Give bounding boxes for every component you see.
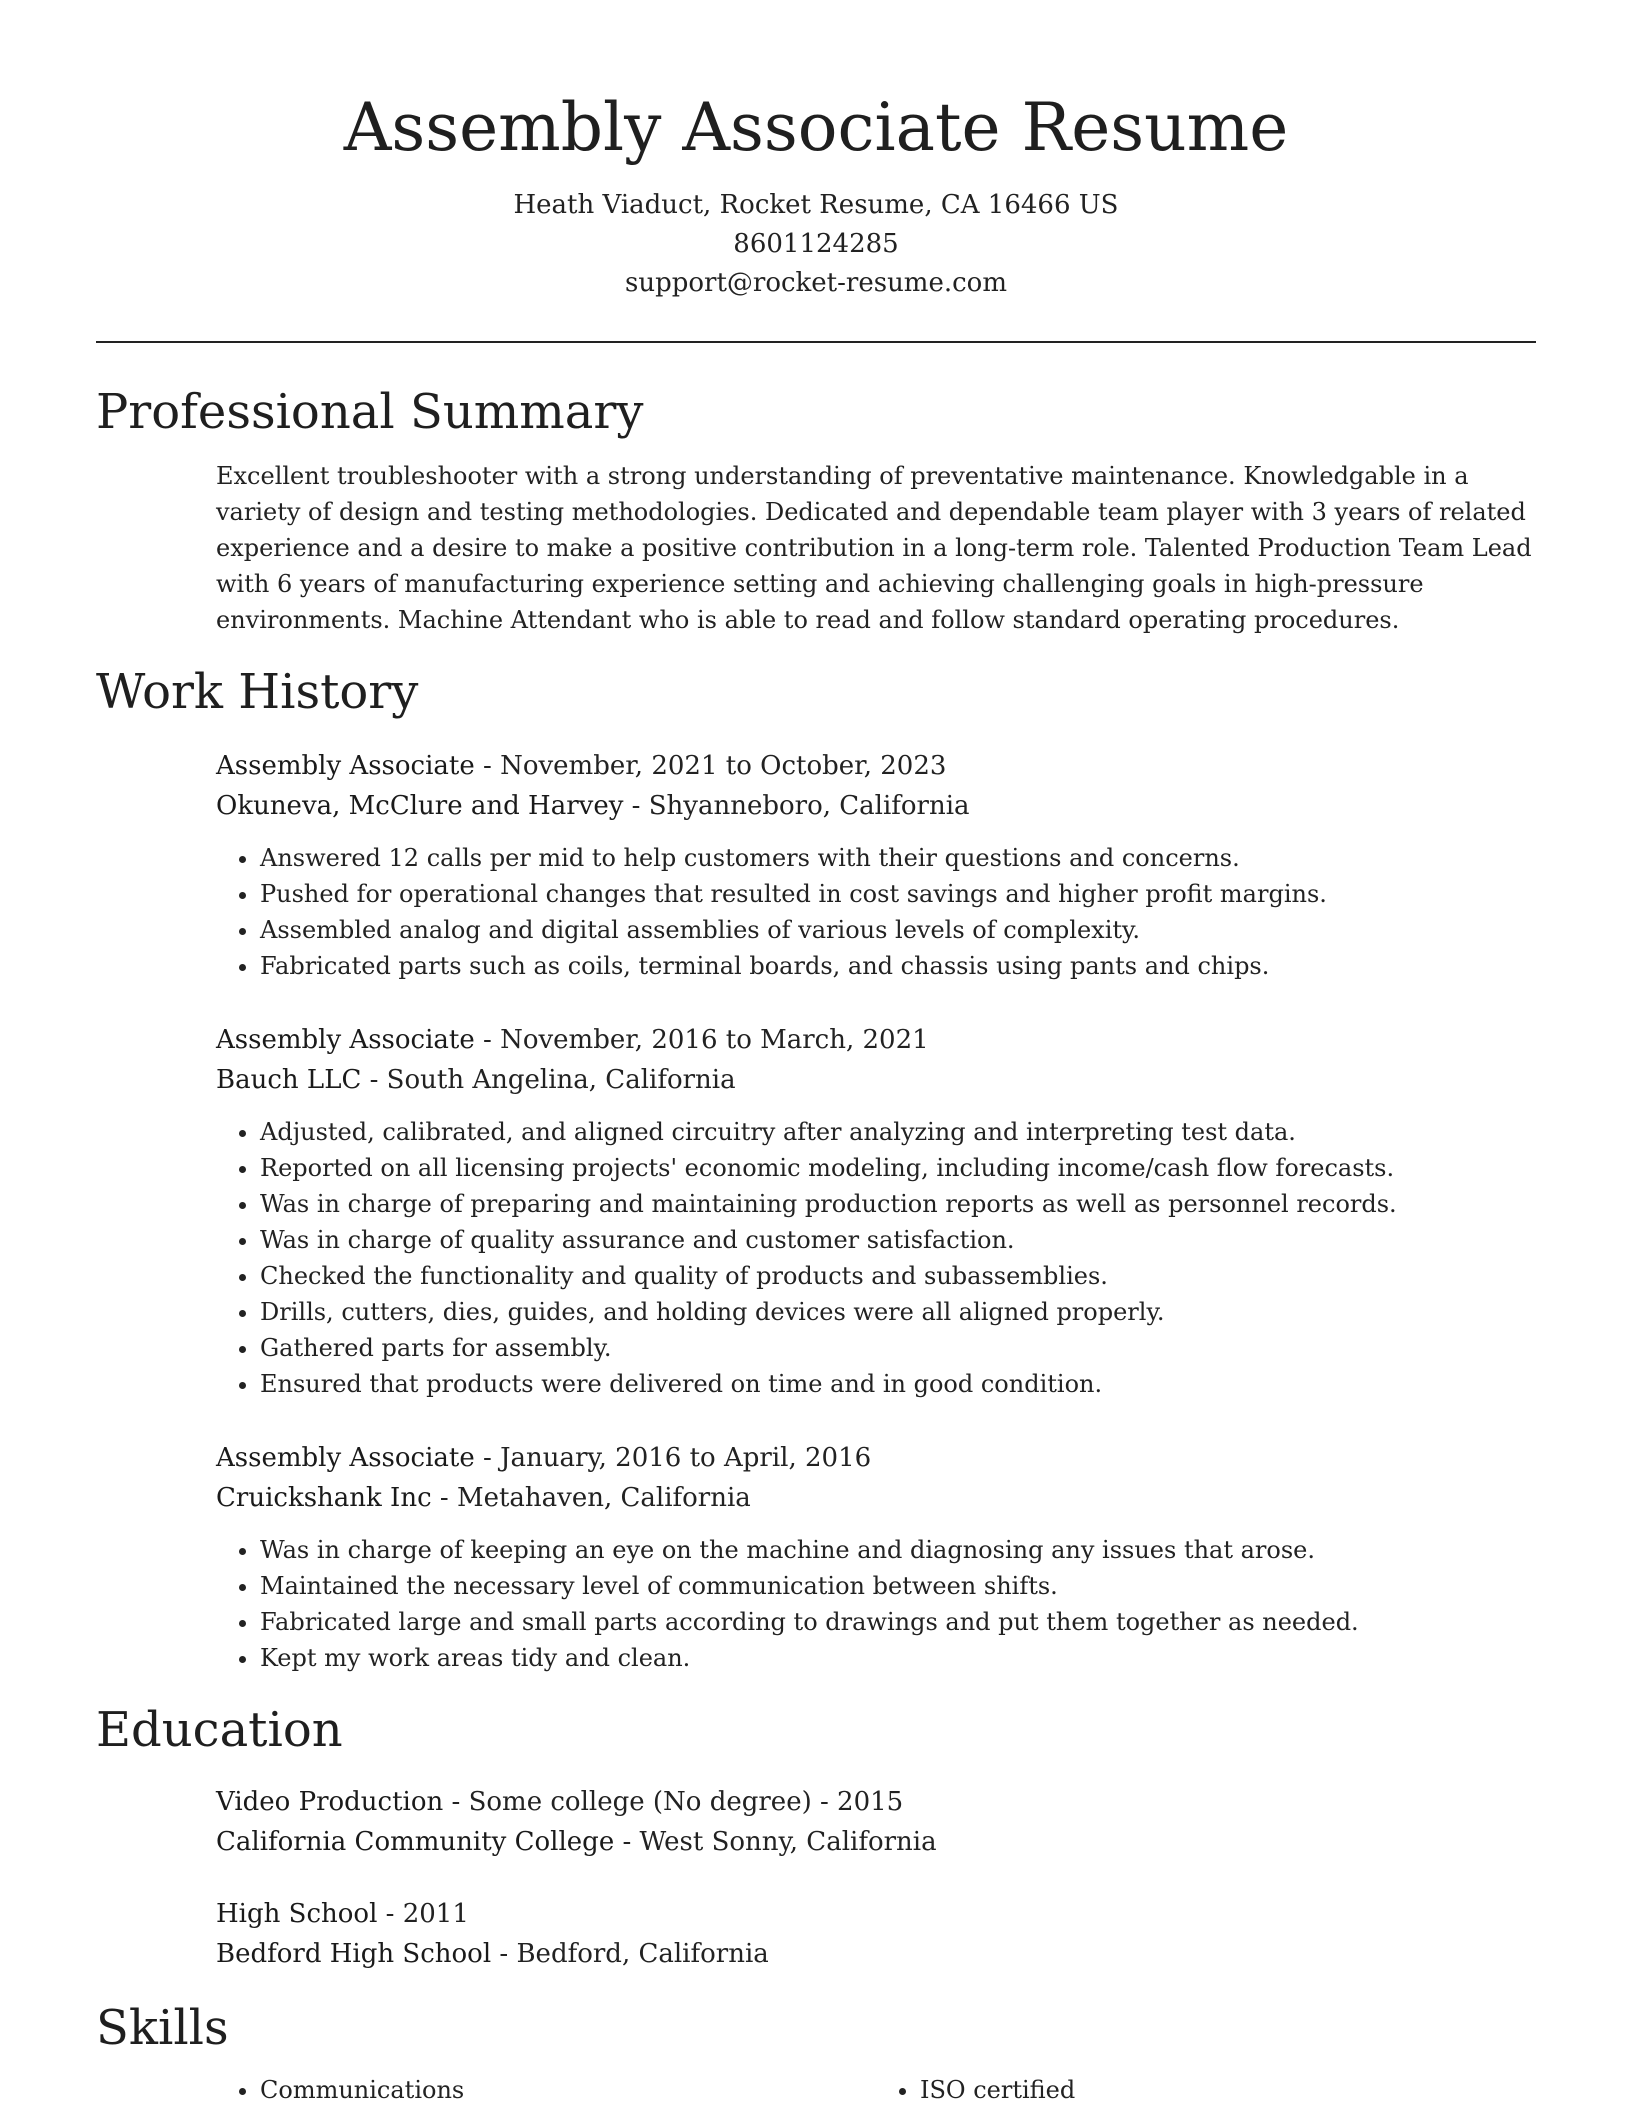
education-school-line — [216, 1934, 1536, 1974]
job-duty: • Ensured that products were delivered on time and in good condition. — [260, 1366, 1536, 1402]
resume-header — [0, 78, 1632, 303]
job-duty: • Answered 12 calls per mid to help customers with their questions and concerns. — [260, 840, 1536, 876]
skills-list-right — [876, 2072, 1536, 2108]
job-location: - Shyanneboro, California — [623, 791, 970, 821]
contact-email: support@rocket-resume.com — [624, 268, 1007, 298]
education-school: Bedford High School — [216, 1939, 492, 1969]
skills-list-left — [216, 2072, 876, 2108]
work-history-heading: Work History — [96, 664, 419, 720]
job-duties-list — [216, 1532, 1536, 1676]
job-duty: • Kept my work areas tidy and clean. — [260, 1640, 1536, 1676]
job-entry — [216, 1020, 1536, 1402]
job-duty: • Drills, cutters, dies, guides, and holding devices were all aligned properly. — [260, 1294, 1536, 1330]
contact-block — [0, 186, 1632, 303]
job-duty: • Gathered parts for assembly. — [260, 1330, 1536, 1366]
job-title-line — [216, 746, 1536, 786]
education-school-line — [216, 1822, 1536, 1862]
education-entry — [216, 1894, 1536, 1974]
job-dates: - November, 2016 to March, 2021 — [474, 1025, 929, 1055]
job-company: Bauch LLC — [216, 1065, 362, 1095]
skills-columns — [216, 2072, 1536, 2108]
skills-heading: Skills — [96, 2000, 229, 2056]
job-duty: • Was in charge of quality assurance and customer satisfaction. — [260, 1222, 1536, 1258]
job-location: - Metahaven, California — [431, 1483, 751, 1513]
education-location: - Bedford, California — [491, 1939, 769, 1969]
job-duty: • Assembled analog and digital assemblies of various levels of complexity. — [260, 912, 1536, 948]
job-company: Okuneva, McClure and Harvey — [216, 791, 624, 821]
job-duty: • Was in charge of keeping an eye on the machine and diagnosing any issues that arose. — [260, 1532, 1536, 1568]
job-company-line — [216, 1478, 1536, 1518]
education-school: California Community College — [216, 1827, 615, 1857]
header-divider — [96, 341, 1536, 343]
resume-title: Assembly Associate Resume — [343, 89, 1289, 166]
education-heading: Education — [96, 1702, 343, 1758]
job-title: Assembly Associate — [216, 1443, 475, 1473]
skill-item: • ISO certified — [920, 2072, 1536, 2108]
contact-phone: 8601124285 — [733, 229, 899, 259]
job-duty: • Fabricated large and small parts according to drawings and put them together as needed. — [260, 1604, 1536, 1640]
summary-text: Excellent troubleshooter with a strong understanding of preventative maintenance. Knowledgable in a variety of design and testing methodologies. Dedicated and dependable team player with 3 years of related experience and a desire to make a positive contribution in a long-term role. Talented Production Team Lead with 6 years of manufacturing experience setting and achieving challenging goals in high-pressure environments. Machine Attendant who is able to read and follow standard operating procedures. — [216, 462, 1532, 634]
job-duty: • Fabricated parts such as coils, terminal boards, and chassis using pants and chips. — [260, 948, 1536, 984]
job-duties-list — [216, 840, 1536, 984]
job-duty: • Pushed for operational changes that resulted in cost savings and higher profit margins. — [260, 876, 1536, 912]
education-entry — [216, 1782, 1536, 1862]
summary-heading: Professional Summary — [96, 384, 644, 440]
job-duty: • Maintained the necessary level of communication between shifts. — [260, 1568, 1536, 1604]
job-dates: - November, 2021 to October, 2023 — [474, 751, 947, 781]
job-duties-list — [216, 1114, 1536, 1402]
education-program: Video Production — [216, 1787, 444, 1817]
job-duty: • Adjusted, calibrated, and aligned circuitry after analyzing and interpreting test data. — [260, 1114, 1536, 1150]
education-program-line — [216, 1782, 1536, 1822]
job-duty: • Checked the functionality and quality of products and subassemblies. — [260, 1258, 1536, 1294]
job-title: Assembly Associate — [216, 1025, 475, 1055]
job-location: - South Angelina, California — [361, 1065, 736, 1095]
job-title-line — [216, 1438, 1536, 1478]
job-company: Cruickshank Inc — [216, 1483, 432, 1513]
skill-item: • Communications — [260, 2072, 876, 2108]
job-entry — [216, 746, 1536, 984]
education-program: High School — [216, 1899, 378, 1929]
job-company-line — [216, 786, 1536, 826]
job-dates: - January, 2016 to April, 2016 — [474, 1443, 872, 1473]
resume-body — [96, 380, 1536, 2108]
job-title-line — [216, 1020, 1536, 1060]
education-detail: - Some college (No degree) - 2015 — [443, 1787, 904, 1817]
education-detail: - 2011 — [377, 1899, 469, 1929]
education-location: - West Sonny, California — [614, 1827, 937, 1857]
contact-address: Heath Viaduct, Rocket Resume, CA 16466 US — [513, 190, 1119, 220]
job-entry — [216, 1438, 1536, 1676]
job-title: Assembly Associate — [216, 751, 475, 781]
education-program-line — [216, 1894, 1536, 1934]
job-duty: • Was in charge of preparing and maintaining production reports as well as personnel records. — [260, 1186, 1536, 1222]
job-duty: • Reported on all licensing projects' economic modeling, including income/cash flow forecasts. — [260, 1150, 1536, 1186]
job-company-line — [216, 1060, 1536, 1100]
